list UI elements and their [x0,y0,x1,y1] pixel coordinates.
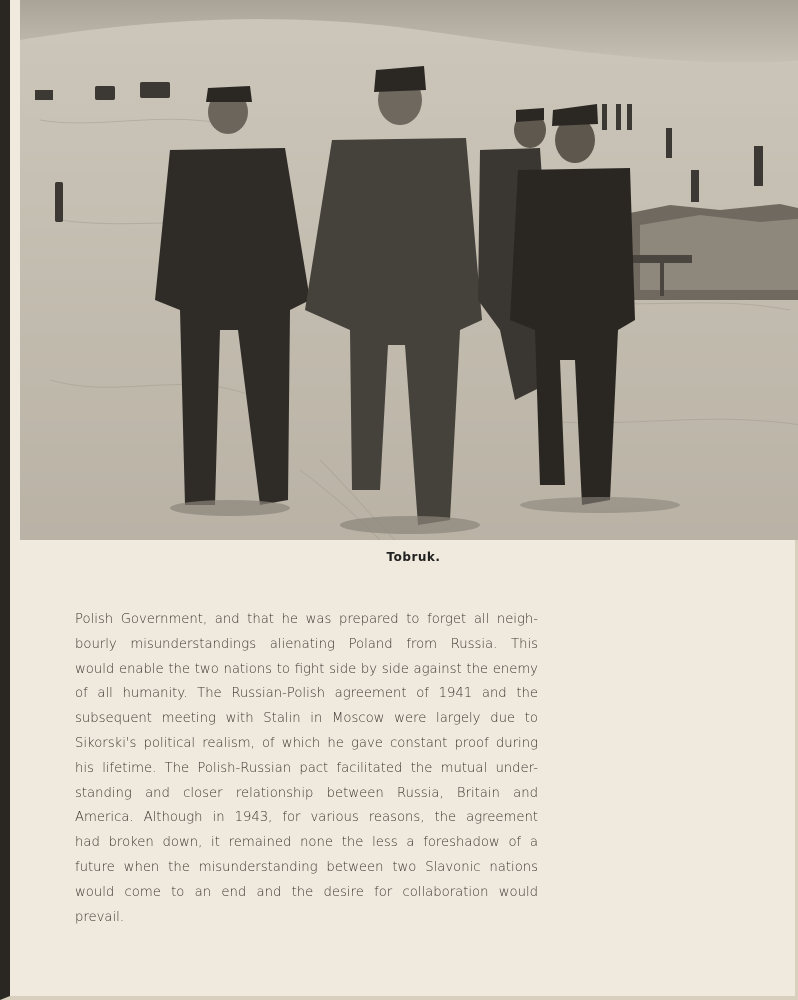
body-paragraph [75,608,538,930]
body-line: Polish Government, and that he was prepared to forget all neigh- [75,612,538,627]
photograph-illustration [20,0,798,540]
body-line: bourly misunderstandings alienating Poland from Russia. This [75,636,538,652]
body-line: would come to an end and the desire for collaboration would [75,884,538,900]
photo-caption: Tobruk. [386,550,441,564]
body-line: had broken down, it remained none the less a foreshadow of a [75,835,538,851]
body-line: Sikorski's political realism, of which he gave constant proof during [75,735,538,751]
body-line: subsequent meeting with Stalin in Moscow were largely due to [75,711,538,727]
body-line: America. Although in 1943, for various reasons, the agreement [75,810,538,826]
body-line: his lifetime. The Polish-Russian pact facilitated the mutual under- [75,760,538,776]
tobruk-photograph [20,0,798,540]
body-line: future when the misunderstanding between two Slavonic nations [75,859,538,875]
body-line: would enable the two nations to fight side by side against the enemy [75,661,538,677]
body-line: prevail. [75,909,125,925]
body-line: of all humanity. The Russian-Polish agreement of 1941 and the [75,686,538,702]
body-line: standing and closer relationship between Russia, Britain and [75,785,538,801]
